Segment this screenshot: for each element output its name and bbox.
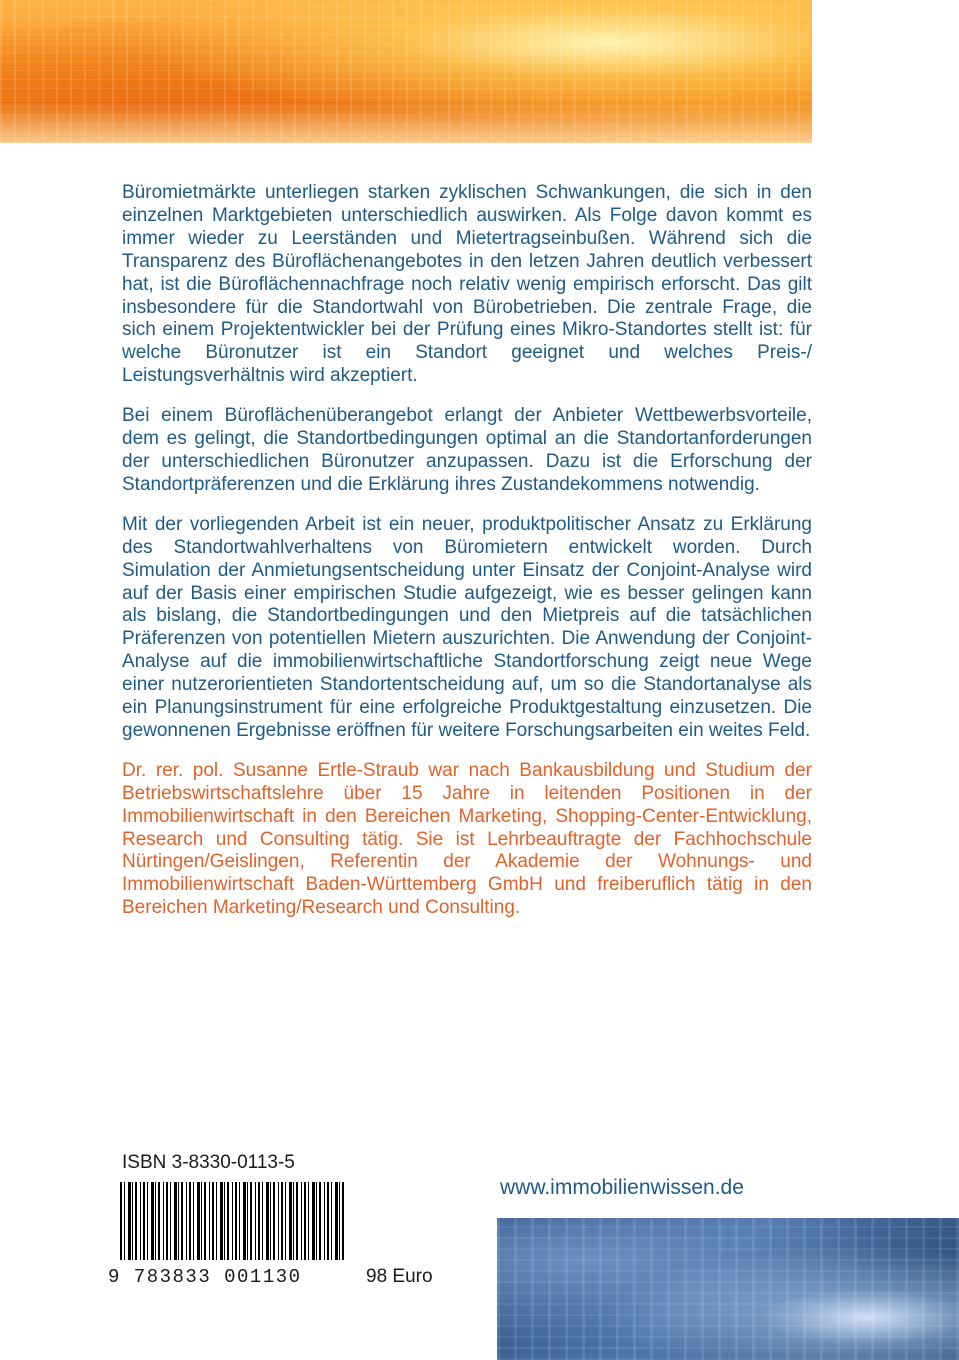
price-label: 98 Euro — [366, 1266, 433, 1287]
barcode-digits: 9 783833 001130 — [108, 1266, 302, 1288]
back-cover-blurb — [122, 182, 812, 937]
barcode-image — [120, 1182, 346, 1260]
bottom-cityscape-image — [497, 1218, 959, 1360]
author-bio: Dr. rer. pol. Susanne Ertle-Straub war nach Bankausbildung und Studium der Betriebswirtschaftslehre über 15 Jahre in leitenden Positionen in der Immobilienwirtschaft in den Bereichen Marketing, Shopping-Center-Entwicklung, Research und Consulting tätig. Sie ist Lehrbeauftragte der Fachhochschule Nürtingen/Geislingen, Referentin der Akademie der Wohnungs- und Immobilienwirtschaft Baden-Württemberg GmbH und freiberuflich tätig in den Bereichen Marketing/Research und Consulting. — [122, 759, 812, 919]
blurb-paragraph-3: Mit der vorliegenden Arbeit ist ein neuer, produktpolitischer Ansatz zu Erklärung des Standortwahlverhaltens von Büromietern entwickelt worden. Durch Simulation der Anmietungsentscheidung unter Einsatz der Conjoint-Analyse wird auf der Basis einer empirischen Studie aufgezeigt, wie es besser gelingen kann als bislang, die Standortbedingungen und den Mietpreis auf die tatsächlichen Präferenzen von potentiellen Mietern auszurichten. Die Anwendung der Conjoint-Analyse auf die immobilienwirtschaftliche Standortforschung zeigt neue Wege einer nutzerorientieten Standortentscheidung auf, um so die Standortanalyse als ein Planungsinstrument für eine erfolgreiche Produktgestaltung einzusetzen. Die gewonnenen Ergebnisse eröffnen für weitere Forschungsarbeiten ein weites Feld. — [122, 513, 812, 741]
top-banner-image — [0, 0, 812, 143]
isbn-label: ISBN 3-8330-0113-5 — [122, 1152, 295, 1173]
website-link[interactable]: www.immobilienwissen.de — [500, 1176, 744, 1199]
blurb-paragraph-2: Bei einem Büroflächenüberangebot erlangt der Anbieter Wettbewerbsvorteile, dem es gelingt, die Standortbedingungen optimal an die Standortanforderungen der unterschiedlichen Büronutzer anzupassen. Dazu ist die Erforschung der Standortpräferenzen und die Erklärung ihres Zustandekommens notwendig. — [122, 405, 812, 495]
blurb-paragraph-1: Büromietmärkte unterliegen starken zyklischen Schwankungen, die sich in den einzelnen Marktgebieten unterschiedlich auswirken. Als Folge davon kommt es immer wieder zu Leerständen und Mietertragseinbußen. Während sich die Transparenz des Büroflächenangebotes in den letzen Jahren deutlich verbessert hat, ist die Büroflächennachfrage noch relativ wenig empirisch erforscht. Das gilt insbesondere für die Standortwahl von Bürobetrieben. Die zentrale Frage, die sich einem Projektentwickler bei der Prüfung eines Mikro-Standortes stellt ist: für welche Büronutzer ist ein Standort geeignet und welches Preis-/ Leistungsverhältnis wird akzeptiert. — [122, 182, 812, 387]
